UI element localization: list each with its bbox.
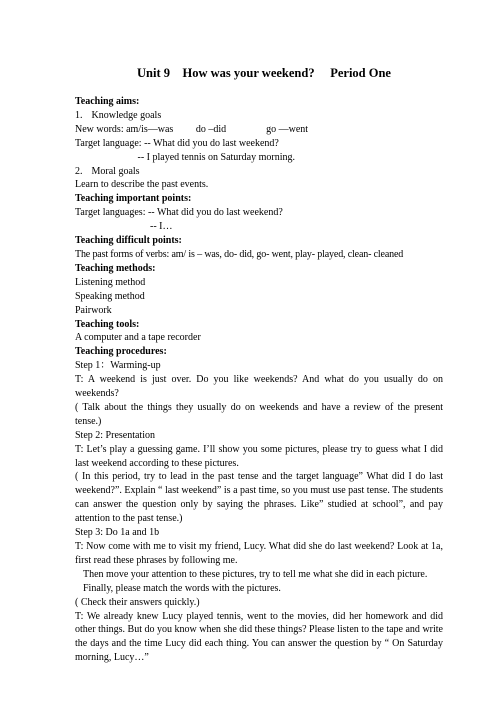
- teaching-methods-heading: Teaching methods:: [75, 262, 156, 274]
- aim-item-2-text: Moral goals: [91, 165, 140, 177]
- important-points-line-2: -- I…: [75, 221, 173, 233]
- step-2-teacher-text: T: Let’s play a guessing game. I’ll show you some pictures, please try to guess what I did last weekend according to these pictures.: [75, 443, 443, 469]
- step-2-heading: Step 2: Presentation: [75, 429, 155, 441]
- teaching-aims-heading: Teaching aims:: [75, 96, 140, 107]
- target-language-line-1: Target language: -- What did you do last weekend?: [75, 137, 279, 149]
- step-3-teacher-text-3: Finally, please match the words with the pictures.: [83, 582, 281, 594]
- step-3-teacher-text-1: T: Now come with me to visit my friend, Lucy. What did she do last weekend? Look at 1a, first read these phrases by following me.: [75, 541, 443, 566]
- moral-goals-text: Learn to describe the past events.: [75, 179, 209, 191]
- step-3-heading: Step 3: Do 1a and 1b: [75, 527, 160, 539]
- lesson-plan-body: [75, 95, 443, 665]
- teaching-tools-heading: Teaching tools:: [75, 318, 140, 330]
- aim-item-1: [75, 109, 443, 123]
- step-1-teacher-text: T: A weekend is just over. Do you like weekends? And what do you usually do on weekends?: [75, 374, 443, 400]
- method-item: Pairwork: [75, 304, 112, 316]
- aim-item-2-number: 2.: [75, 165, 83, 177]
- teaching-procedures-heading: Teaching procedures:: [75, 346, 167, 358]
- step-3-teacher-text-2: Then move your attention to these pictures, try to tell me what she did in each picture.: [83, 568, 428, 580]
- aim-item-2: [75, 165, 443, 179]
- aim-item-1-text: Knowledge goals: [91, 109, 162, 121]
- step-2-note: ( In this period, try to lead in the past tense and the target language” What did I do last weekend?”. Explain “ last weekend” is a past time, so you must use past tense. The students can answer the question only by saying the phrases. Like” studied at school”, and pay attention to the past tense.): [75, 471, 443, 525]
- step-1-heading: Step 1：Warming-up: [75, 360, 161, 372]
- page-title: Unit 9 How was your weekend? Period One: [137, 66, 391, 80]
- important-points-line-1: Target languages: -- What did you do last weekend?: [75, 207, 283, 219]
- step-3-teacher-text-4: T: We already knew Lucy played tennis, went to the movies, did her homework and did other things. But do you know when she did these things? Please listen to the tape and write the days and the time Lucy did each thing. You can answer the question by “ On Saturday morning, Lucy…”: [75, 610, 443, 664]
- aim-item-1-number: 1.: [75, 109, 83, 121]
- difficult-points-heading: Teaching difficult points:: [75, 235, 182, 247]
- difficult-points-line: The past forms of verbs: am/ is – was, do- did, go- went, play- played, clean- cleaned: [75, 248, 404, 260]
- step-1-note: ( Talk about the things they usually do on weekends and have a review of the present tense.): [75, 401, 443, 427]
- method-item: Listening method: [75, 276, 146, 288]
- step-3-note: ( Check their answers quickly.): [75, 596, 200, 608]
- teaching-tools-item: A computer and a tape recorder: [75, 332, 201, 344]
- target-language-line-2: -- I played tennis on Saturday morning.: [75, 151, 295, 163]
- method-item: Speaking method: [75, 290, 145, 302]
- new-words-line: New words: am/is—was do –did go —went: [75, 123, 309, 135]
- important-points-heading: Teaching important points:: [75, 193, 192, 205]
